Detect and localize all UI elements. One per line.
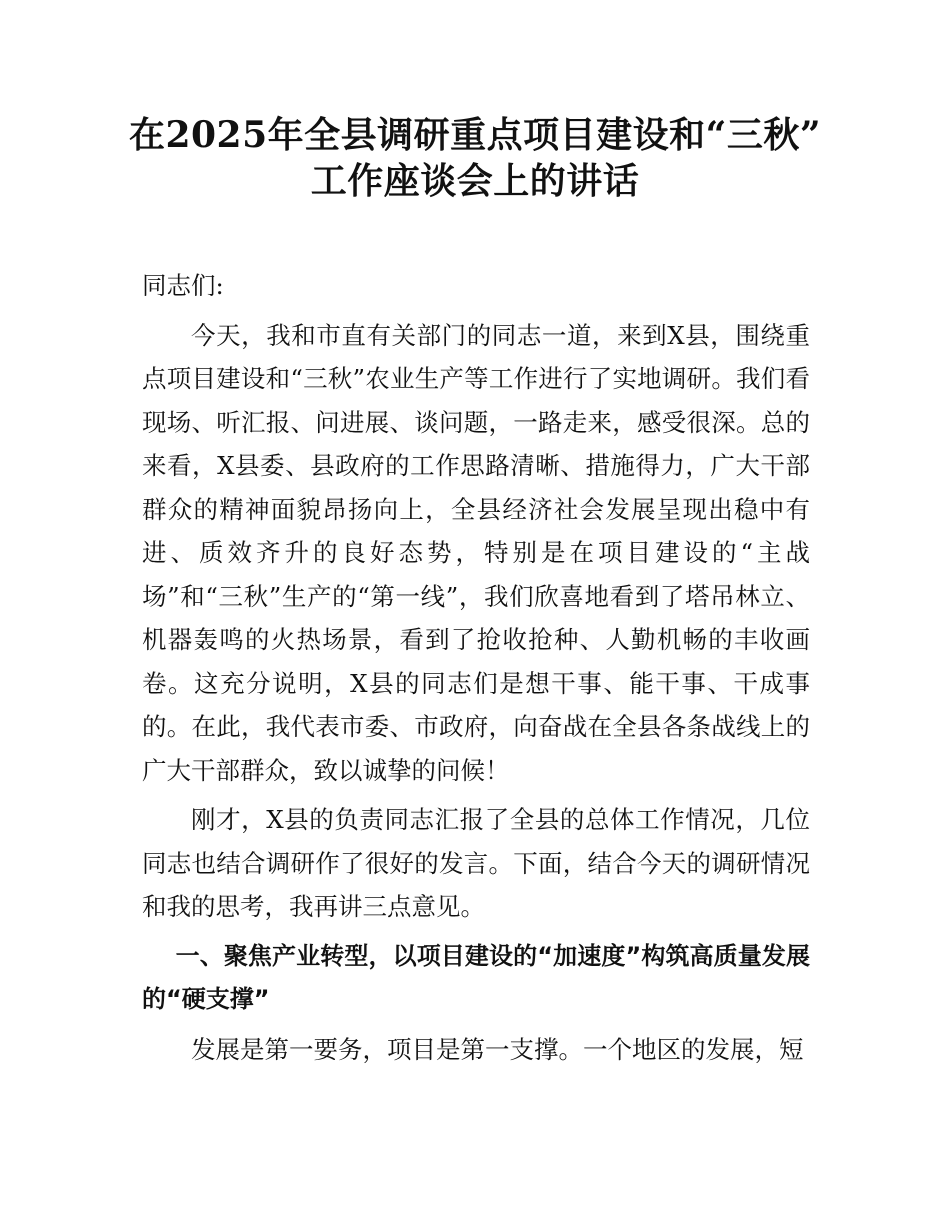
paragraph-transition: 刚才，X县的负责同志汇报了全县的总体工作情况，几位同志也结合调研作了很好的发言。下面，结合今天的调研情况和我的思考，我再讲三点意见。 [142,805,810,921]
salutation: 同志们: [142,271,224,300]
section-heading-1: 一、聚焦产业转型，以项目建设的“加速度”构筑高质量发展的“硬支撑” [142,941,810,1013]
title-line-2: 工作座谈会上的讲话 [310,160,640,202]
document-body [142,264,810,1077]
title-line-1: 在2025年全县调研重点项目建设和“三秋” [128,114,822,156]
document-title [80,112,870,204]
paragraph-intro: 今天，我和市直有关部门的同志一道，来到X县，围绕重点项目建设和“三秋”农业生产等工作进行了实地调研。我们看现场、听汇报、问进展、谈问题，一路走来，感受很深。总的来看，X县委、县政府的工作思路清晰、措施得力，广大干部群众的精神面貌昂扬向上，全县经济社会发展呈现出稳中有进、质效齐升的良好态势，特别是在项目建设的“主战场”和“三秋”生产的“第一线”，我们欣喜地看到了塔吊林立、机器轰鸣的火热场景，看到了抢收抢种、人勤机畅的丰收画卷。这充分说明，X县的同志们是想干事、能干事、干成事的。在此，我代表市委、市政府，向奋战在全县各条战线上的广大干部群众，致以诚挚的问候！ [142,320,810,785]
paragraph-section-1-start: 发展是第一要务，项目是第一支撑。一个地区的发展，短 [191,1034,804,1064]
